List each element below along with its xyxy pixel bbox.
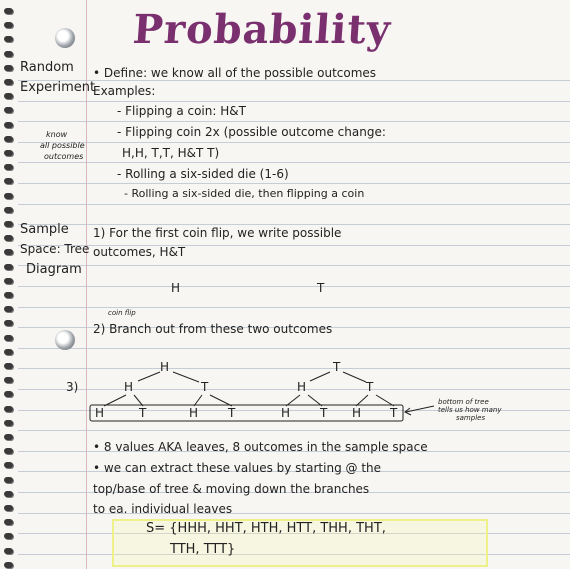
tree-leaf: T (139, 406, 147, 420)
step-2: 2) Branch out from these two outcomes (93, 322, 333, 336)
examples-heading: Examples: (93, 84, 156, 98)
example-4: - Rolling a six-sided die, then flipping a coin (124, 187, 365, 200)
margin-label-space-tree: Space: Tree (20, 242, 90, 256)
leaf-note-2: tells us how many (438, 406, 502, 414)
bullet-extract-c: to ea. individual leaves (93, 502, 233, 516)
tree-level1-t: T (333, 360, 341, 374)
leaf-note-1: bottom of tree (438, 398, 489, 406)
define-line: • Define: we know all of the possible outcomes (93, 66, 377, 80)
step-1a: 1) For the first coin flip, we write possible (93, 226, 342, 240)
example-2a: - Flipping coin 2x (possible outcome change: (117, 125, 386, 139)
example-1: - Flipping a coin: H&T (117, 104, 246, 118)
tree-level2-t: T (366, 380, 374, 394)
first-flip-t: T (317, 281, 325, 295)
tree-leaf: T (320, 406, 328, 420)
tree-level2-h: H (124, 380, 134, 394)
margin-note-outcomes: outcomes (44, 152, 84, 161)
sample-space-line-1: S= {HHH, HHT, HTH, HTT, THH, THT, (146, 521, 386, 536)
tree-level2-t: T (201, 380, 209, 394)
leaf-note-3: samples (456, 414, 486, 422)
sample-space-line-2: TTH, TTT} (170, 542, 236, 557)
step-3: 3) (66, 380, 79, 394)
bullet-extract-a: • we can extract these values by starting @ the (93, 461, 382, 475)
tree-leaf: T (228, 406, 236, 420)
step-1b: outcomes, H&T (93, 245, 186, 259)
bullet-extract-b: top/base of tree & moving down the branches (93, 482, 370, 496)
example-3: - Rolling a six-sided die (1-6) (117, 167, 289, 181)
margin-label-diagram: Diagram (26, 262, 82, 277)
example-2b: H,H, T,T, H&T T) (122, 146, 220, 160)
tree-leaf: H (281, 406, 291, 420)
tree-level1-h: H (160, 360, 170, 374)
tree-level2-h: H (297, 380, 307, 394)
tree-leaf: H (352, 406, 362, 420)
first-flip-h: H (171, 281, 181, 295)
margin-note-all-possible: all possible (40, 141, 85, 150)
margin-label-sample: Sample (20, 222, 69, 237)
tree-leaf: H (95, 406, 105, 420)
coin-flip-note: coin flip (108, 309, 136, 317)
tree-leaf: T (390, 406, 398, 420)
margin-label-experiment: Experiment (20, 80, 96, 95)
bullet-leaves: • 8 values AKA leaves, 8 outcomes in the sample space (93, 440, 428, 454)
tree-leaf: H (189, 406, 199, 420)
page-title: Probability (131, 6, 393, 53)
margin-note-know: know (46, 130, 68, 139)
margin-label-random: Random (20, 60, 74, 75)
